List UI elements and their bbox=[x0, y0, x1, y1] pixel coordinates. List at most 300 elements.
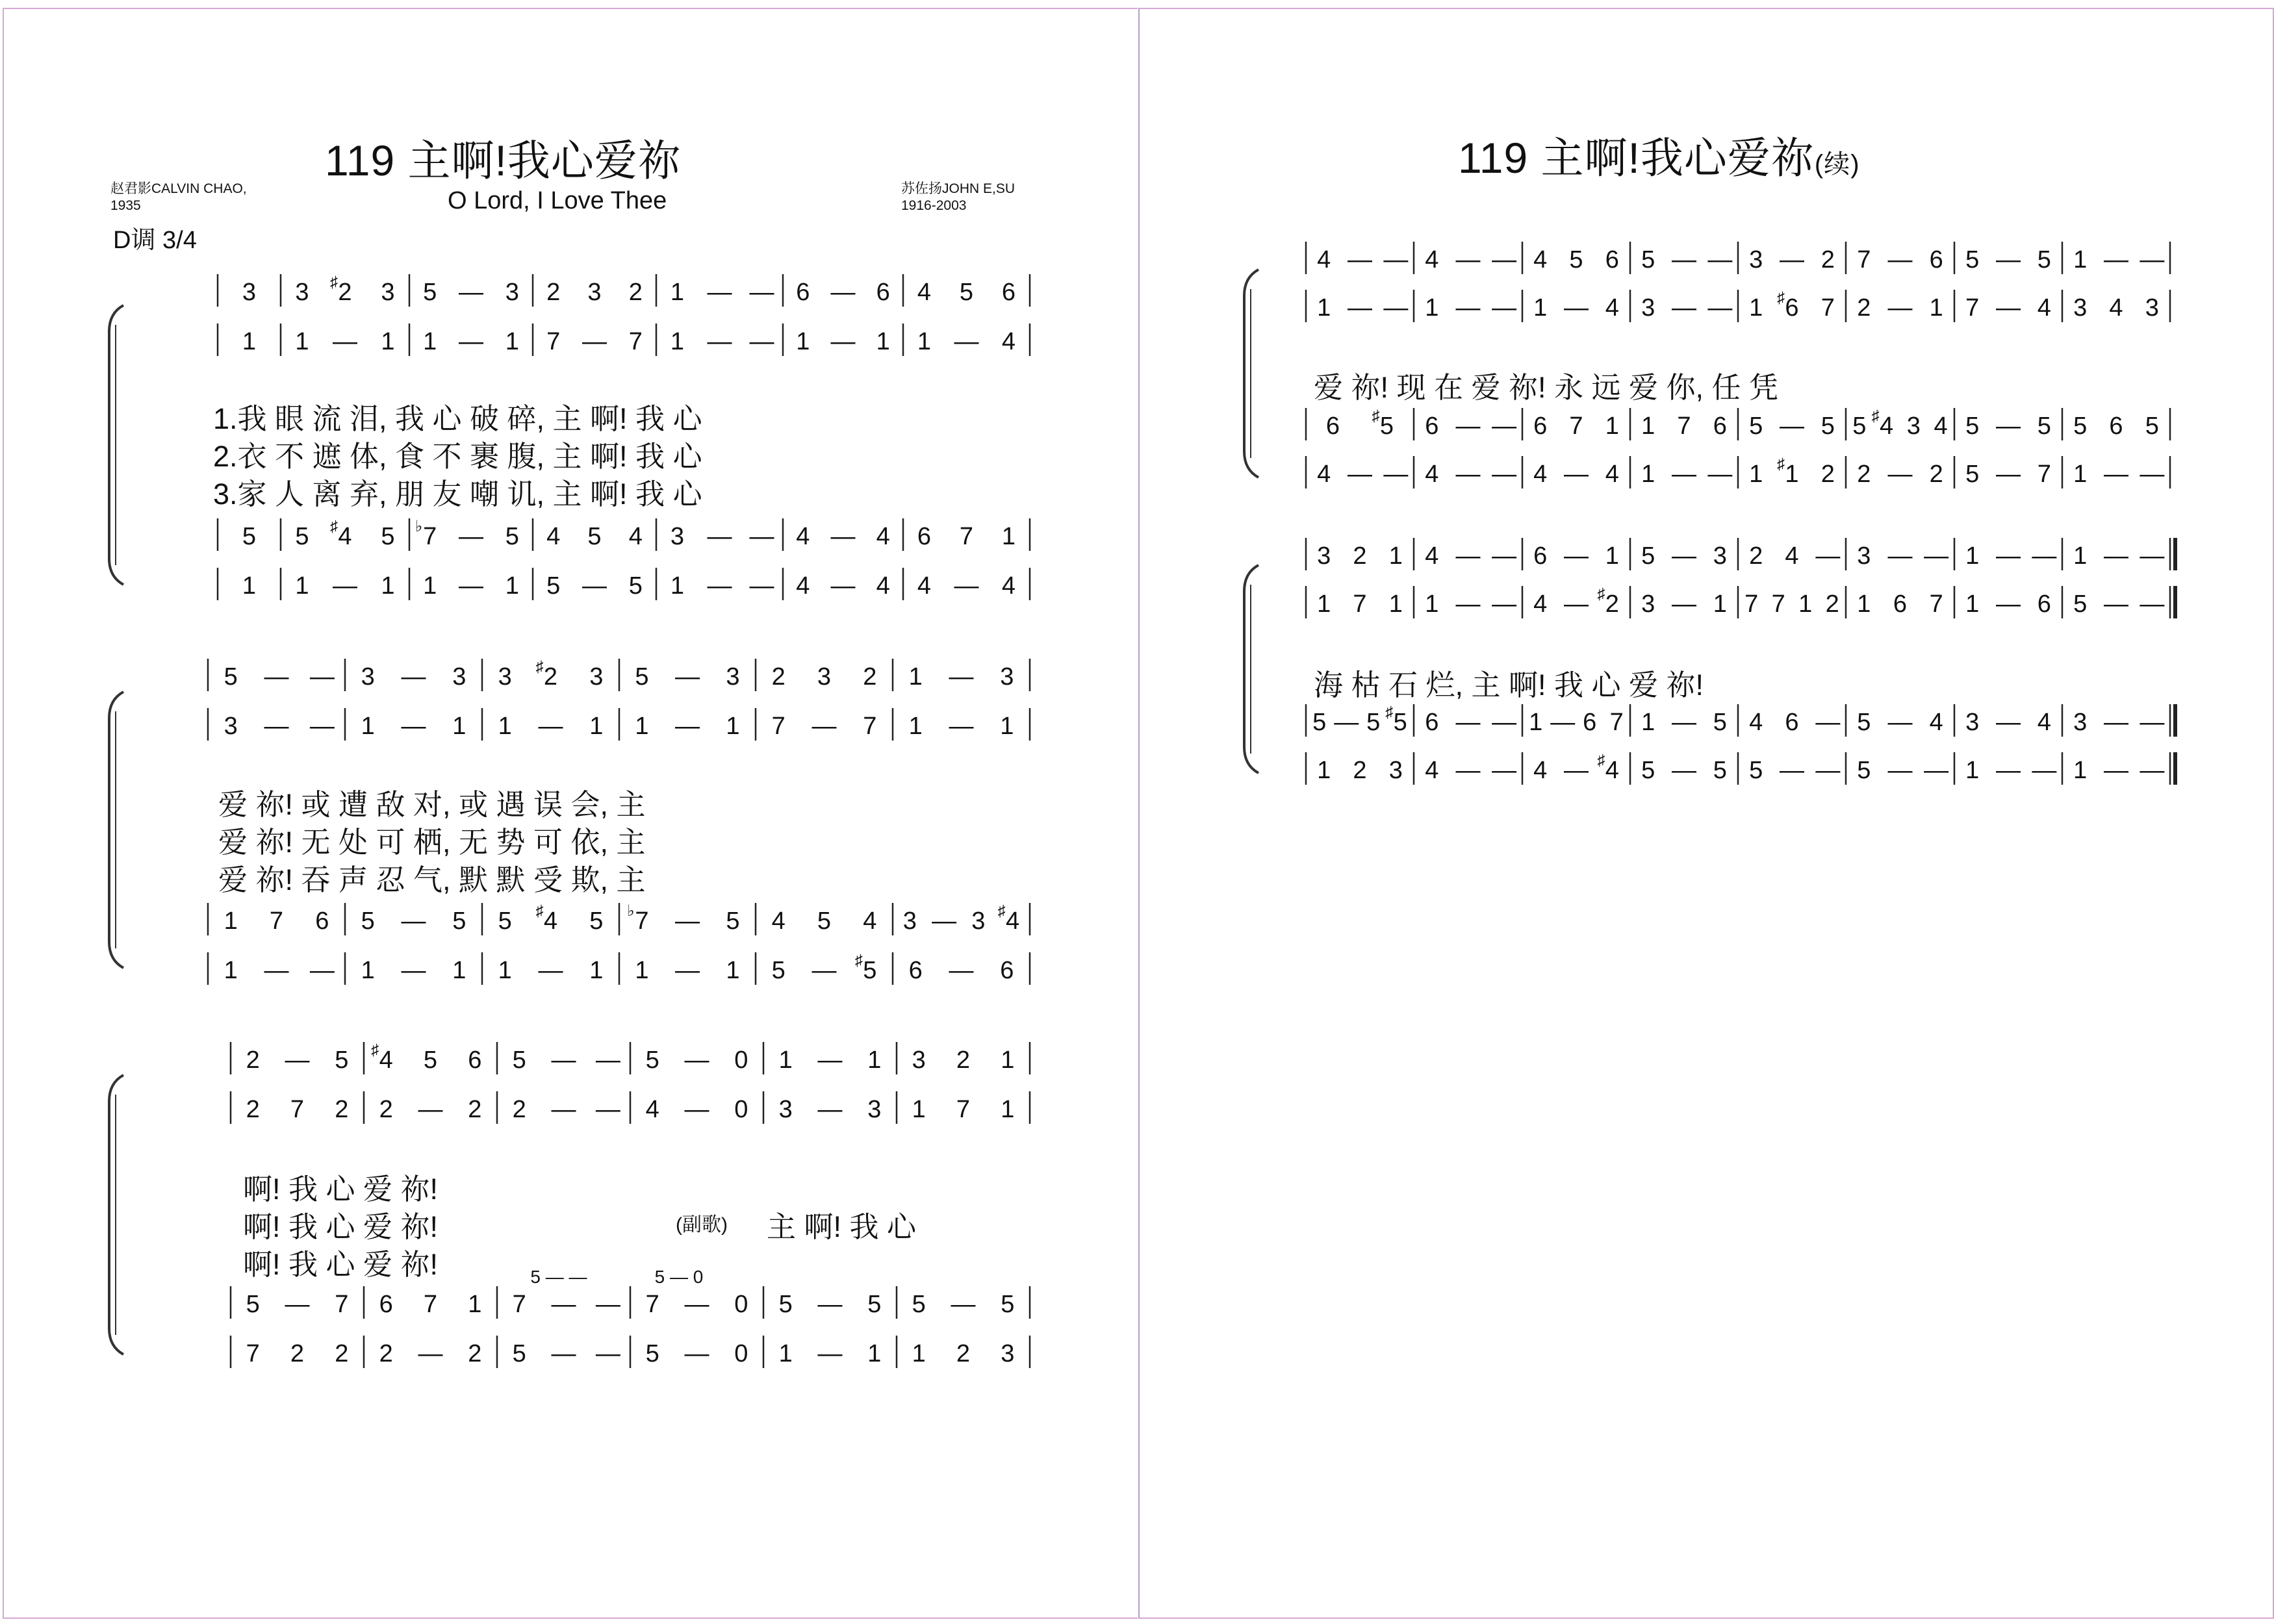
left-sys3-row2-note: — bbox=[595, 1096, 620, 1123]
left-sys3-row2-note: — bbox=[551, 1096, 576, 1123]
left-sys2-row3-note: 5 bbox=[498, 907, 512, 935]
left-sys1-row2-note: 1 bbox=[917, 328, 932, 355]
right-sys2-row2-note: — bbox=[1564, 590, 1589, 618]
left-sys3-row1-note: 4 bbox=[379, 1047, 393, 1074]
right-sys1-row2-note: — bbox=[1996, 294, 2021, 322]
right-sys2-row2-accidental: ♯ bbox=[1597, 585, 1605, 603]
left-sys1-row1-note: 3 bbox=[295, 279, 309, 306]
left-sys2-row2-note: — bbox=[538, 713, 563, 740]
left-sys1-row4-note: — bbox=[582, 572, 607, 600]
right-sys2-row2-note: 1 bbox=[1713, 590, 1727, 618]
right-sys1-row1-note: — bbox=[1887, 246, 1913, 273]
right-sys1-row4-note: 4 bbox=[1317, 461, 1331, 488]
right-sys1-row2-note: 2 bbox=[1857, 294, 1871, 322]
left-sys1-row1-note: 5 bbox=[959, 279, 974, 306]
right-sys2-row1-note: — bbox=[1492, 542, 1517, 570]
left-sys2-row4-note: 6 bbox=[908, 957, 923, 984]
left-sys3-row3-note: — bbox=[285, 1291, 310, 1318]
right-sys2-row1-note: — bbox=[1564, 542, 1589, 570]
left-sys3-row1-note: 0 bbox=[734, 1047, 748, 1074]
left-sys1-row4-note: 1 bbox=[670, 572, 685, 600]
left-sys1-row4-note: — bbox=[333, 572, 357, 600]
right-sys2-row3-note: 4 bbox=[1749, 709, 1763, 736]
right-sys2-row1-note: 2 bbox=[1353, 542, 1367, 570]
left-sys3-row1-note: — bbox=[817, 1047, 843, 1074]
right-sys2-row1-note: 1 bbox=[2073, 542, 2088, 570]
left-sys1-row4-note: — bbox=[830, 572, 856, 600]
right-sys1-row2-note: 7 bbox=[1965, 294, 1980, 322]
lyric-line-3-2: 啊! 我 心 爱 祢! bbox=[243, 1210, 439, 1243]
left-sys3-row4-note: — bbox=[595, 1340, 620, 1367]
right-sys1-row3-note: 4 bbox=[1880, 412, 1894, 440]
left-sys1-row1-note: 3 bbox=[587, 279, 602, 306]
right-sys2-row4-note: 4 bbox=[1533, 757, 1548, 784]
right-sys2-row2-note: 7 bbox=[1929, 590, 1943, 618]
left-sys1-row2-note: — bbox=[459, 328, 483, 355]
right-sys2-row2-note: 7 bbox=[1353, 590, 1367, 618]
left-sys1-row2-note: 4 bbox=[1001, 328, 1016, 355]
right-sys2-row1-note: 4 bbox=[1425, 542, 1439, 570]
left-sys3-row3-note: 7 bbox=[645, 1291, 659, 1318]
right-sys2-row3-note: 3 bbox=[1965, 709, 1980, 736]
left-sys3-row2-note: 3 bbox=[778, 1096, 793, 1123]
right-sys1-row1-note: — bbox=[1672, 246, 1696, 273]
left-sys3-row3-note: 7 bbox=[423, 1291, 438, 1318]
right-sys1-row3-note: 5 bbox=[2073, 412, 2088, 440]
left-sys1-row1-note: — bbox=[749, 279, 774, 306]
right-sys2-row3-note: — bbox=[2104, 709, 2128, 736]
right-sys1-row4-note: 1 bbox=[1785, 461, 1799, 488]
left-sys1-row1-note: 2 bbox=[628, 279, 643, 306]
right-sys2-row1-note: — bbox=[1815, 542, 1841, 570]
right-sys1-row2-note: 3 bbox=[2073, 294, 2088, 322]
right-sys2-row1-note: 2 bbox=[1749, 542, 1763, 570]
left-sys1-row3-note: 4 bbox=[546, 523, 561, 550]
left-sys1-row1-note: 6 bbox=[876, 279, 890, 306]
left-sys1-row2-note: — bbox=[707, 328, 732, 355]
right-sys2-row3-note: 6 bbox=[1425, 709, 1439, 736]
left-sys1-row4-note: 5 bbox=[546, 572, 561, 600]
left-sys2-row3-note: 7 bbox=[269, 907, 284, 935]
left-sys2-row2-note: 1 bbox=[498, 713, 512, 740]
left-sys2-row3-accidental: ♯ bbox=[997, 902, 1006, 920]
right-sys2-row3-note: 5 bbox=[1393, 709, 1407, 736]
right-sys1-row2-note: — bbox=[1564, 294, 1589, 322]
right-sys1-row3-note: 1 bbox=[1605, 412, 1619, 440]
left-sys3-row4-note: 2 bbox=[468, 1340, 482, 1367]
left-sys1-row4-note: 4 bbox=[917, 572, 932, 600]
right-sys2-row3-note: — bbox=[1672, 709, 1696, 736]
right-sys2-row3-note: 4 bbox=[1929, 709, 1943, 736]
right-sys1-row1-note: 4 bbox=[1533, 246, 1548, 273]
right-sys1-row3-note: 5 bbox=[1965, 412, 1980, 440]
left-sys3-row2-note: — bbox=[684, 1096, 709, 1123]
right-sys1-row1-note: 2 bbox=[1820, 246, 1835, 273]
left-sys3-row3-note: 5 bbox=[912, 1291, 926, 1318]
left-sys2-row4-note: 5 bbox=[771, 957, 786, 984]
right-sys2-row2-note: 1 bbox=[1425, 590, 1439, 618]
right-sys2-row4-accidental: ♯ bbox=[1597, 752, 1605, 769]
right-sys1-row1-note: — bbox=[2104, 246, 2128, 273]
left-sys2-row3-note: 4 bbox=[771, 907, 786, 935]
right-sys1-row3-note: 6 bbox=[1713, 412, 1727, 440]
left-sys3-row4-note: 5 bbox=[512, 1340, 526, 1367]
right-sys2-row2-note: 2 bbox=[1605, 590, 1619, 618]
left-sys1-row1-note: 6 bbox=[796, 279, 810, 306]
right-sys2-row4-note: 3 bbox=[1388, 757, 1403, 784]
right-sys2-row3-note: 7 bbox=[1609, 709, 1624, 736]
left-sys1-row3-note: 4 bbox=[796, 523, 810, 550]
left-sys2-row3-note: 4 bbox=[543, 907, 558, 935]
right-sys2-row1-note: — bbox=[2104, 542, 2128, 570]
left-sys2-row3-note: — bbox=[932, 907, 957, 935]
left-sys3-row4-note: 1 bbox=[778, 1340, 793, 1367]
right-sys1-row1-note: 5 bbox=[1641, 246, 1655, 273]
right-sys1-row1-note: 6 bbox=[1929, 246, 1943, 273]
right-sys1-row4-note: 2 bbox=[1857, 461, 1871, 488]
left-sys1-row2-note: — bbox=[582, 328, 607, 355]
left-sys1-row2-note: 7 bbox=[628, 328, 643, 355]
left-sys2-row2-note: — bbox=[811, 713, 837, 740]
left-sys3-row2-note: — bbox=[817, 1096, 843, 1123]
left-sys2-row4-note: 1 bbox=[635, 957, 649, 984]
right-sys1-row4-note: 1 bbox=[1749, 461, 1763, 488]
left-sys2-row4-accidental: ♯ bbox=[854, 952, 863, 969]
left-sys1-row2-note: 1 bbox=[876, 328, 890, 355]
left-sys1-row1-note: — bbox=[459, 279, 483, 306]
left-sys3-row3-note: 7 bbox=[335, 1291, 349, 1318]
right-sys1-row3-note: 5 bbox=[1852, 412, 1867, 440]
right-sys1-row2-note: 1 bbox=[1425, 294, 1439, 322]
right-sys2-row1-note: 3 bbox=[1317, 542, 1331, 570]
right-sys1-row1-note: — bbox=[2140, 246, 2165, 273]
left-sys3-row4-note: — bbox=[684, 1340, 709, 1367]
right-sys1-row2-note: 4 bbox=[2109, 294, 2123, 322]
left-sys2-row2-note: 1 bbox=[1000, 713, 1014, 740]
right-sys1-row2-note: 1 bbox=[1533, 294, 1548, 322]
right-sys2-row3-note: 1 bbox=[1641, 709, 1655, 736]
left-sys1-row3-note: 4 bbox=[876, 523, 890, 550]
left-sys3-row4-note: 7 bbox=[246, 1340, 260, 1367]
right-sys2-row2-note: 6 bbox=[1893, 590, 1908, 618]
left-sys3-row2-note: 7 bbox=[956, 1096, 971, 1123]
left-sys1-row2-note: 1 bbox=[295, 328, 309, 355]
left-sys3-row3-note: 0 bbox=[734, 1291, 748, 1318]
left-sys2-row3-note: 6 bbox=[315, 907, 329, 935]
left-sys2-row3-note: 4 bbox=[863, 907, 877, 935]
continued-title-text: 119 主啊!我心爱祢 bbox=[1458, 134, 1815, 182]
left-sys2-row4-note: 1 bbox=[452, 957, 466, 984]
left-sys3-row1-note: — bbox=[595, 1047, 620, 1074]
left-sys3-row4-note: — bbox=[817, 1340, 843, 1367]
right-sys1-row3-note: 6 bbox=[1425, 412, 1439, 440]
left-sys3-row1-note: 5 bbox=[645, 1047, 659, 1074]
left-sys2-row2-note: 7 bbox=[863, 713, 877, 740]
left-sys3-row1-note: 2 bbox=[956, 1047, 971, 1074]
right-sys1-row1-note: 1 bbox=[2073, 246, 2088, 273]
right-sys1-row4-note: 1 bbox=[2073, 461, 2088, 488]
left-sys2-row3-note: 5 bbox=[589, 907, 604, 935]
key-time-signature: D调 3/4 bbox=[113, 227, 197, 254]
left-sys1-row2-note: 1 bbox=[242, 328, 257, 355]
left-sys2-row3-note: 5 bbox=[452, 907, 466, 935]
left-sys1-row3-note: 4 bbox=[338, 523, 352, 550]
left-sys3-row4-note: 2 bbox=[290, 1340, 305, 1367]
left-sys3-row2-note: 4 bbox=[645, 1096, 659, 1123]
lyric-line-1-3: 3.家 人 离 弃, 朋 友 嘲 讥, 主 啊! 我 心 bbox=[213, 477, 702, 511]
right-sys1-row2-note: 1 bbox=[1317, 294, 1331, 322]
right-sys1-row3-note: 7 bbox=[1677, 412, 1691, 440]
right-sys1-row1-note: — bbox=[1348, 246, 1372, 273]
right-sys2-row4-note: — bbox=[2104, 757, 2128, 784]
left-sys1-row1-note: — bbox=[830, 279, 856, 306]
right-sys1-row2-note: — bbox=[1455, 294, 1481, 322]
left-sys1-row3-note: — bbox=[749, 523, 774, 550]
left-sys2-row1-note: 3 bbox=[361, 663, 375, 691]
right-sys2-row2-note: 7 bbox=[1771, 590, 1785, 618]
right-sys2-row1-note: 5 bbox=[1641, 542, 1655, 570]
left-sys2-row3-note: 3 bbox=[902, 907, 917, 935]
cue-note: 5 — 0 bbox=[654, 1267, 704, 1287]
right-sys2-row4-note: 1 bbox=[1965, 757, 1980, 784]
right-sys1-row2-accidental: ♯ bbox=[1777, 289, 1785, 307]
left-sys2-row1-note: — bbox=[675, 663, 700, 691]
english-subtitle: O Lord, I Love Thee bbox=[448, 187, 667, 214]
right-sys2-row4-note: 4 bbox=[1425, 757, 1439, 784]
left-sys2-row2-note: 1 bbox=[589, 713, 604, 740]
lyric-line-2-2: 爱 祢! 无 处 可 栖, 无 势 可 依, 主 bbox=[218, 826, 646, 859]
right-sys1-row2-note: — bbox=[1707, 294, 1733, 322]
left-sys3-row4-note: 0 bbox=[734, 1340, 748, 1367]
left-sys1-row1-note: 3 bbox=[381, 279, 395, 306]
left-sys3-row2-note: 1 bbox=[1001, 1096, 1015, 1123]
right-sys1-row4-note: — bbox=[1996, 461, 2021, 488]
right-sys2-row3-note: 5 bbox=[1366, 709, 1381, 736]
right-sys1-row4-note: — bbox=[1492, 461, 1517, 488]
right-sys1-row4-note: 5 bbox=[1965, 461, 1980, 488]
right-sys2-row3-note: — bbox=[2140, 709, 2165, 736]
left-sys2-row2-note: — bbox=[309, 713, 335, 740]
right-sys1-row2-note: — bbox=[1348, 294, 1372, 322]
left-sys2-row4-note: 1 bbox=[498, 957, 512, 984]
left-sys2-row1-note: — bbox=[949, 663, 974, 691]
left-sys2-row1-note: 3 bbox=[817, 663, 832, 691]
left-sys1-row4-note: 1 bbox=[295, 572, 309, 600]
left-sys2-row1-note: 3 bbox=[498, 663, 512, 691]
left-sys1-row2-note: — bbox=[830, 328, 856, 355]
right-sys2-row2-note: — bbox=[2104, 590, 2128, 618]
right-sys1-row3-note: 5 bbox=[1379, 412, 1394, 440]
left-sys3-row1-note: 2 bbox=[246, 1047, 260, 1074]
right-sys2-row3-note: — bbox=[1887, 709, 1913, 736]
right-sys2-row3-note: — bbox=[1455, 709, 1481, 736]
left-sys1-row1-note: 2 bbox=[338, 279, 352, 306]
left-sys3-row1-note: — bbox=[684, 1047, 709, 1074]
lyricist-years: 1916-2003 bbox=[901, 198, 967, 213]
left-sys2-row1-note: 1 bbox=[908, 663, 923, 691]
left-sys2-row3-accidental: ♭ bbox=[627, 902, 635, 920]
right-sys1-row4-note: 2 bbox=[1929, 461, 1943, 488]
left-sys2-row2-note: — bbox=[949, 713, 974, 740]
left-sys2-row2-note: 1 bbox=[908, 713, 923, 740]
right-sys1-row1-note: 5 bbox=[1569, 246, 1583, 273]
left-sys2-row4-note: 1 bbox=[726, 957, 740, 984]
left-sys1-row3-accidental: ♭ bbox=[415, 518, 423, 535]
right-sys1-row4-note: 2 bbox=[1820, 461, 1835, 488]
right-sys2-row2-note: 1 bbox=[1388, 590, 1403, 618]
left-sys2-row3-note: 4 bbox=[1006, 907, 1020, 935]
left-sys1-row4-note: 1 bbox=[242, 572, 257, 600]
left-sys3-row3-note: — bbox=[551, 1291, 576, 1318]
right-sys1-row2-note: 4 bbox=[1605, 294, 1619, 322]
left-sys2-row1-note: 2 bbox=[863, 663, 877, 691]
right-sys1-row2-note: 6 bbox=[1785, 294, 1799, 322]
lyric-line-r1: 爱 祢! 现 在 爱 祢! 永 远 爱 你, 任 凭 bbox=[1314, 371, 1779, 404]
left-sys3-row4-note: — bbox=[418, 1340, 443, 1367]
left-sys2-row1-note: 2 bbox=[771, 663, 786, 691]
right-sys1-row2-note: 3 bbox=[2145, 294, 2159, 322]
refrain-label: (副歌) bbox=[676, 1214, 728, 1236]
left-sys3-row3-note: 5 bbox=[1001, 1291, 1015, 1318]
right-sys2-row2-note: — bbox=[1672, 590, 1696, 618]
lyric-line-3-1: 啊! 我 心 爱 祢! bbox=[243, 1173, 439, 1206]
left-sys2-row4-note: — bbox=[811, 957, 837, 984]
left-sys1-row1-note: 5 bbox=[423, 279, 437, 306]
left-sys2-row1-note: 5 bbox=[635, 663, 649, 691]
left-sys2-row1-note: 5 bbox=[224, 663, 238, 691]
right-sys2-row1-note: — bbox=[1455, 542, 1481, 570]
right-sys1-row3-note: 6 bbox=[1533, 412, 1548, 440]
right-sys1-row1-note: 3 bbox=[1749, 246, 1763, 273]
left-sys3-row4-note: 2 bbox=[335, 1340, 349, 1367]
right-sys1-row3-note: 6 bbox=[1325, 412, 1340, 440]
left-sys3-row2-note: 1 bbox=[912, 1096, 926, 1123]
right-sys2-row1-note: 1 bbox=[1388, 542, 1403, 570]
left-sys2-row2-note: — bbox=[264, 713, 289, 740]
left-sys2-row2-note: 1 bbox=[361, 713, 375, 740]
right-sys2-row4-note: — bbox=[1564, 757, 1589, 784]
right-sys2-row3-note: 5 bbox=[1713, 709, 1727, 736]
left-sys3-row3-note: 6 bbox=[379, 1291, 393, 1318]
right-sys1-row1-note: — bbox=[1996, 246, 2021, 273]
left-sys3-row2-note: — bbox=[418, 1096, 443, 1123]
left-sys2-row1-note: 3 bbox=[726, 663, 740, 691]
left-sys3-row1-note: 1 bbox=[1001, 1047, 1015, 1074]
right-sys2-row4-note: 5 bbox=[1857, 757, 1871, 784]
left-sys3-row2-note: 2 bbox=[246, 1096, 260, 1123]
left-sys3-row3-note: 5 bbox=[867, 1291, 882, 1318]
right-sys2-row4-note: — bbox=[1887, 757, 1913, 784]
left-sys1-row3-note: 7 bbox=[423, 523, 437, 550]
left-sys1-row1-note: 3 bbox=[242, 279, 257, 306]
right-sys2-row2-note: 1 bbox=[1317, 590, 1331, 618]
left-sys2-row4-note: 6 bbox=[1000, 957, 1014, 984]
lyricist-name: 苏佐扬JOHN E,SU bbox=[901, 181, 1016, 196]
left-sys1-row3-note: 1 bbox=[1001, 523, 1016, 550]
right-sys2-row4-note: — bbox=[1815, 757, 1841, 784]
right-sys1-row4-note: — bbox=[1887, 461, 1913, 488]
right-sys1-row3-note: 5 bbox=[1820, 412, 1835, 440]
left-sys3-row1-note: 5 bbox=[335, 1047, 349, 1074]
left-sys3-row3-note: 5 bbox=[246, 1291, 260, 1318]
right-sys2-row2-note: — bbox=[2140, 590, 2165, 618]
left-sys1-row2-note: 7 bbox=[546, 328, 561, 355]
right-sys1-row4-note: 1 bbox=[1641, 461, 1655, 488]
right-sys2-row1-note: — bbox=[1887, 542, 1913, 570]
left-sys3-row4-note: 2 bbox=[956, 1340, 971, 1367]
left-sys1-row2-note: 1 bbox=[423, 328, 437, 355]
right-sys1-row4-accidental: ♯ bbox=[1777, 455, 1785, 473]
right-sys2-row3-note: 1 bbox=[1529, 709, 1543, 736]
right-sys1-row1-note: 5 bbox=[2037, 246, 2051, 273]
right-sys1-row3-note: 3 bbox=[1906, 412, 1921, 440]
right-sys2-row1-note: — bbox=[1672, 542, 1696, 570]
left-sys3-row1-note: 1 bbox=[867, 1047, 882, 1074]
left-sys1-row3-note: — bbox=[830, 523, 856, 550]
right-sys2-row4-note: 2 bbox=[1353, 757, 1367, 784]
right-sys2-row2-note: 1 bbox=[1857, 590, 1871, 618]
right-sys2-row1-note: — bbox=[2032, 542, 2057, 570]
right-sys2-row4-note: — bbox=[2140, 757, 2165, 784]
left-sys3-row2-note: 2 bbox=[512, 1096, 526, 1123]
left-sys2-row4-note: 1 bbox=[224, 957, 238, 984]
right-sys2-row3-note: 5 bbox=[1857, 709, 1871, 736]
left-sys3-row2-note: 7 bbox=[290, 1096, 305, 1123]
left-sys2-row4-note: — bbox=[309, 957, 335, 984]
left-sys2-row1-note: 3 bbox=[1000, 663, 1014, 691]
left-sys2-row1-note: — bbox=[264, 663, 289, 691]
right-sys2-row1-note: 3 bbox=[1857, 542, 1871, 570]
left-sys3-row1-note: 3 bbox=[912, 1047, 926, 1074]
right-sys1-row2-note: — bbox=[1492, 294, 1517, 322]
right-sys2-row4-note: — bbox=[1672, 757, 1696, 784]
right-sys1-row2-note: 4 bbox=[2037, 294, 2051, 322]
right-sys1-row2-note: 7 bbox=[1820, 294, 1835, 322]
left-sys2-row4-note: — bbox=[949, 957, 974, 984]
left-sys1-row3-note: — bbox=[707, 523, 732, 550]
left-sys1-row3-note: — bbox=[459, 523, 483, 550]
left-sys1-row3-note: 3 bbox=[670, 523, 685, 550]
left-sys3-row3-note: 7 bbox=[512, 1291, 526, 1318]
left-sys2-row4-note: — bbox=[675, 957, 700, 984]
left-sys1-row1-note: 4 bbox=[917, 279, 932, 306]
right-sys2-row2-note: 5 bbox=[2073, 590, 2088, 618]
left-sys1-row4-note: — bbox=[459, 572, 483, 600]
left-sys2-row2-note: — bbox=[401, 713, 426, 740]
left-sys2-row2-note: 1 bbox=[726, 713, 740, 740]
left-sys2-row3-note: 7 bbox=[635, 907, 649, 935]
right-sys1-row4-note: — bbox=[1564, 461, 1589, 488]
left-sys2-row2-note: 1 bbox=[452, 713, 466, 740]
left-sys1-row3-note: 5 bbox=[242, 523, 257, 550]
right-sys1-row3-note: — bbox=[1455, 412, 1481, 440]
left-sys3-row4-note: 2 bbox=[379, 1340, 393, 1367]
left-sys1-row4-note: 1 bbox=[381, 572, 395, 600]
left-sys2-row2-note: 3 bbox=[224, 713, 238, 740]
left-sys2-row2-note: 1 bbox=[635, 713, 649, 740]
right-sys2-row2-note: — bbox=[1996, 590, 2021, 618]
left-sys1-row4-note: 4 bbox=[876, 572, 890, 600]
right-sys2-row2-note: 4 bbox=[1533, 590, 1548, 618]
left-sys3-row3-note: — bbox=[684, 1291, 709, 1318]
left-sys1-row4-note: — bbox=[749, 572, 774, 600]
right-sys1-row3-note: 1 bbox=[1641, 412, 1655, 440]
left-sys2-row4-note: 5 bbox=[863, 957, 877, 984]
left-sys3-row2-note: 0 bbox=[734, 1096, 748, 1123]
right-sys2-row4-note: 4 bbox=[1605, 757, 1619, 784]
right-sys2-row4-note: — bbox=[1455, 757, 1481, 784]
left-sys1-row2-note: 1 bbox=[796, 328, 810, 355]
